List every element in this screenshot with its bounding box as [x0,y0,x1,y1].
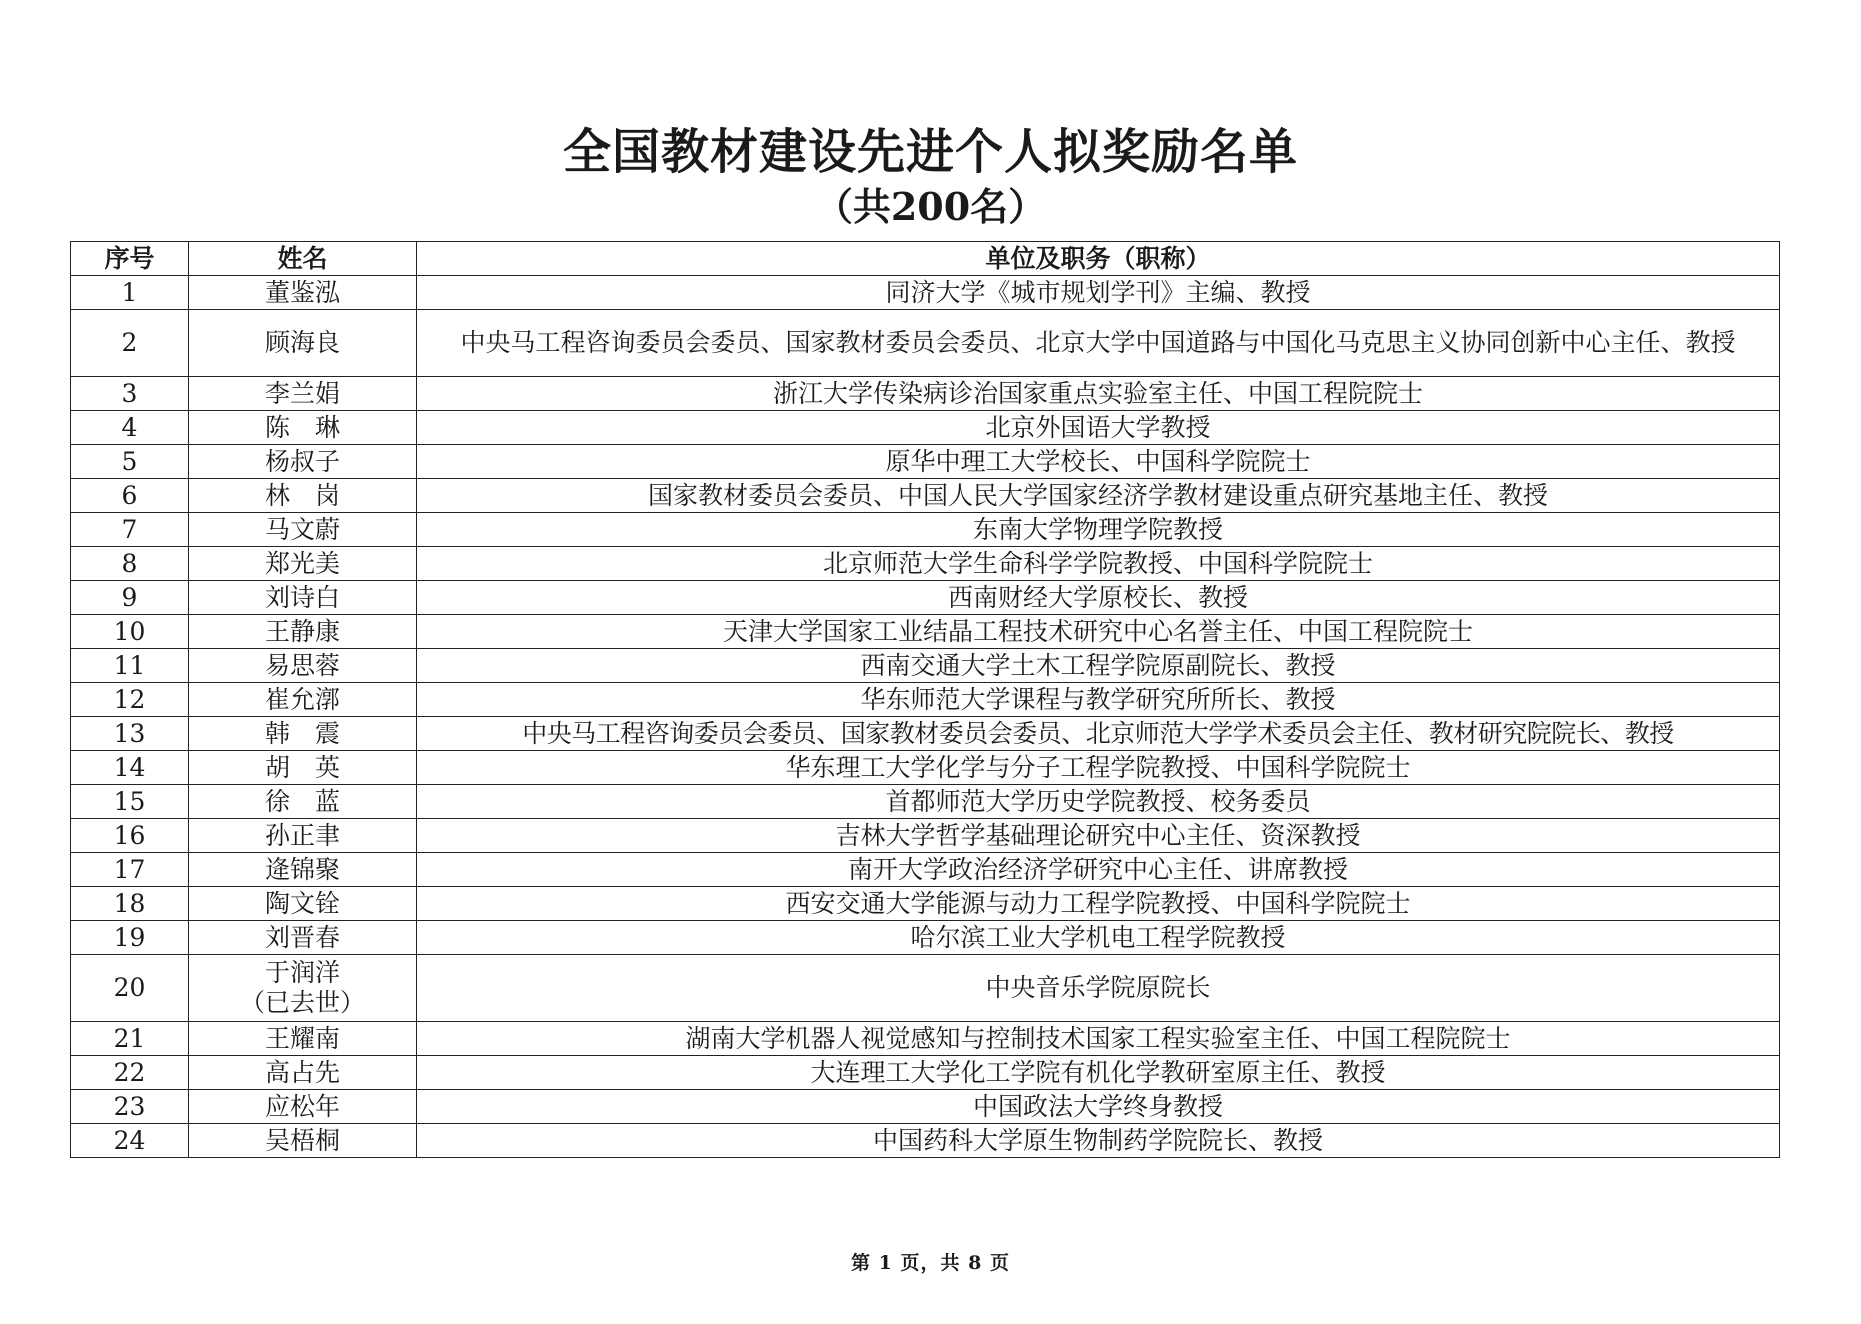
cell-seq: 16 [71,819,189,853]
cell-unit: 国家教材委员会委员、中国人民大学国家经济学教材建设重点研究基地主任、教授 [417,479,1780,513]
cell-seq: 21 [71,1022,189,1056]
cell-name: 胡 英 [189,751,417,785]
cell-seq: 5 [71,445,189,479]
table-row [71,1022,1780,1056]
cell-seq: 4 [71,411,189,445]
cell-name: 刘晋春 [189,921,417,955]
cell-unit: 西安交通大学能源与动力工程学院教授、中国科学院院士 [417,887,1780,921]
cell-name: 易思蓉 [189,649,417,683]
page-number: 第 1 页，共 8 页 [851,1252,1010,1274]
cell-name: 王静康 [189,615,417,649]
cell-name: 刘诗白 [189,581,417,615]
cell-name: 马文蔚 [189,513,417,547]
table-row [71,1056,1780,1090]
cell-seq: 10 [71,615,189,649]
cell-unit: 湖南大学机器人视觉感知与控制技术国家工程实验室主任、中国工程院院士 [417,1022,1780,1056]
table-row [71,717,1780,751]
cell-name: 高占先 [189,1056,417,1090]
table-row [71,649,1780,683]
cell-name: 董鉴泓 [189,276,417,310]
table-row [71,547,1780,581]
table-row [71,513,1780,547]
cell-seq: 3 [71,377,189,411]
cell-unit: 华东理工大学化学与分子工程学院教授、中国科学院院士 [417,751,1780,785]
cell-seq: 8 [71,547,189,581]
cell-name: 崔允漷 [189,683,417,717]
cell-unit: 同济大学《城市规划学刊》主编、教授 [417,276,1780,310]
cell-name: 孙正聿 [189,819,417,853]
cell-seq: 15 [71,785,189,819]
table-row [71,683,1780,717]
cell-unit: 大连理工大学化工学院有机化学教研室原主任、教授 [417,1056,1780,1090]
cell-unit: 北京外国语大学教授 [417,411,1780,445]
cell-unit: 中国政法大学终身教授 [417,1090,1780,1124]
cell-unit: 浙江大学传染病诊治国家重点实验室主任、中国工程院院士 [417,377,1780,411]
cell-seq: 12 [71,683,189,717]
cell-unit: 西南交通大学土木工程学院原副院长、教授 [417,649,1780,683]
cell-seq: 18 [71,887,189,921]
document-subtitle: （共200名） [814,184,1047,229]
cell-unit: 西南财经大学原校长、教授 [417,581,1780,615]
cell-unit: 哈尔滨工业大学机电工程学院教授 [417,921,1780,955]
cell-unit: 北京师范大学生命科学学院教授、中国科学院院士 [417,547,1780,581]
table-row [71,479,1780,513]
table-row [71,785,1780,819]
table-row [71,1124,1780,1158]
header-name: 姓名 [189,242,417,276]
cell-seq: 23 [71,1090,189,1124]
cell-seq: 19 [71,921,189,955]
cell-name: 王耀南 [189,1022,417,1056]
cell-seq: 17 [71,853,189,887]
cell-name: 吴梧桐 [189,1124,417,1158]
cell-unit: 首都师范大学历史学院教授、校务委员 [417,785,1780,819]
cell-unit: 华东师范大学课程与教学研究所所长、教授 [417,683,1780,717]
table-row [71,921,1780,955]
cell-seq: 14 [71,751,189,785]
cell-name: 顾海良 [189,310,417,377]
table-row [71,411,1780,445]
cell-name [189,955,417,1022]
cell-name: 徐 蓝 [189,785,417,819]
table-row [71,955,1780,1022]
cell-seq: 13 [71,717,189,751]
table-row [71,887,1780,921]
table-header-row [71,242,1780,276]
cell-name: 陶文铨 [189,887,417,921]
cell-unit: 中央音乐学院原院长 [417,955,1780,1022]
cell-seq: 11 [71,649,189,683]
cell-seq: 24 [71,1124,189,1158]
table-row [71,819,1780,853]
cell-name: 李兰娟 [189,377,417,411]
document-title: 全国教材建设先进个人拟奖励名单 [562,124,1298,180]
award-list-table [70,241,1780,1158]
cell-seq: 22 [71,1056,189,1090]
cell-unit: 天津大学国家工业结晶工程技术研究中心名誉主任、中国工程院院士 [417,615,1780,649]
table-row [71,377,1780,411]
cell-seq: 9 [71,581,189,615]
table-row [71,445,1780,479]
cell-name: 应松年 [189,1090,417,1124]
cell-unit: 东南大学物理学院教授 [417,513,1780,547]
cell-unit: 中央马工程咨询委员会委员、国家教材委员会委员、北京师范大学学术委员会主任、教材研究院院长、教授 [417,717,1780,751]
cell-unit: 吉林大学哲学基础理论研究中心主任、资深教授 [417,819,1780,853]
cell-name: 林 岗 [189,479,417,513]
cell-unit: 南开大学政治经济学研究中心主任、讲席教授 [417,853,1780,887]
cell-unit: 中央马工程咨询委员会委员、国家教材委员会委员、北京大学中国道路与中国化马克思主义协同创新中心主任、教授 [417,310,1780,377]
cell-name: 郑光美 [189,547,417,581]
table-row [71,276,1780,310]
cell-unit: 中国药科大学原生物制药学院院长、教授 [417,1124,1780,1158]
cell-name: 韩 震 [189,717,417,751]
table-row [71,581,1780,615]
cell-name: 杨叔子 [189,445,417,479]
header-seq: 序号 [71,242,189,276]
cell-name: 逄锦聚 [189,853,417,887]
cell-seq: 6 [71,479,189,513]
cell-seq: 20 [71,955,189,1022]
table-row [71,310,1780,377]
table-row [71,751,1780,785]
cell-unit: 原华中理工大学校长、中国科学院院士 [417,445,1780,479]
header-unit: 单位及职务（职称） [417,242,1780,276]
cell-name: 陈 琳 [189,411,417,445]
table-row [71,615,1780,649]
cell-seq: 2 [71,310,189,377]
cell-seq: 7 [71,513,189,547]
cell-name-note: （已去世） [239,988,365,1017]
table-row [71,1090,1780,1124]
cell-name-text: 于润洋 [264,958,340,987]
cell-seq: 1 [71,276,189,310]
table-row [71,853,1780,887]
